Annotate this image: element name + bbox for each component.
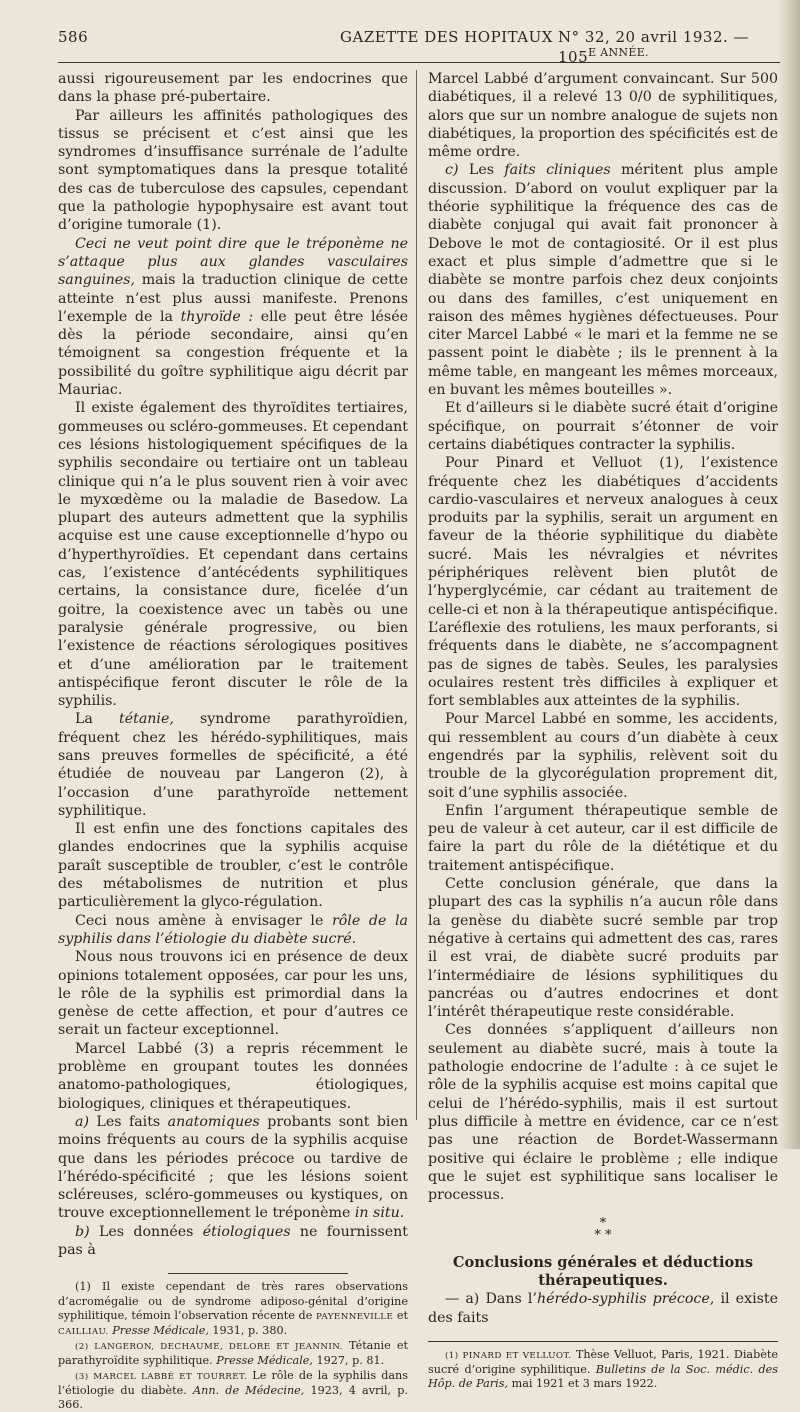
paragraph: Ces données s’appliquent d’ailleurs non seulement au diabète sucré, mais à toute la pathologie endocrine de l’adulte : à ce sujet le rôle de la syphilis acquise est moins capital que celui de l’hérédo-syphilis, mais il est surtout plus difficile à mettre en évidence, car ce n’est pas une réaction de Bordet-Wassermann positive qui éclaire le problème ; elle indique que le sujet est syphilitique sans localiser le processus. — [428, 1022, 778, 1204]
italic-text: anatomiques — [167, 1113, 260, 1130]
paragraph: Il est enfin une des fonctions capitales des glandes endocrines que la syphilis acquise paraît susceptible de troubler, c’est le contrôle des métabolismes de nutrition et plus particulièrement la glyco-régulation. — [58, 821, 408, 911]
text-run: méritent plus ample discussion. D’abord on voulut expliquer par la théorie syphilitique la fréquence des cas de diabète conjugal qui avait fait prononcer à Debove le mot de contagiosité. Or il est plus exact et plus simple d’admettre que si le diabète se montre parfois chez deux conjoints ou dans des familles, c’est uniquement en raison des mêmes hygiènes défectueuses. Pour citer Marcel Labbé « le mari et la femme ne se passent point le diabète ; ils le prennent à la même table, en mangeant les mêmes morceaux, en buvant les mêmes bouteilles ». — [428, 162, 778, 399]
paragraph: Marcel Labbé (3) a repris récemment le problème en groupant toutes les données anatomo-pathologiques, étiologiques, biologiques, cliniques et thérapeutiques. — [58, 1040, 408, 1112]
right-column — [428, 70, 778, 1392]
list-marker: c) — [445, 162, 459, 179]
text-run: probants sont bien moins fréquents au cours de la syphilis acquise que dans les périodes précoce ou tardive de l’hérédo-spécificité ; que les lésions soient scléreuses, scléro-gommeuses ou kystiques, on trouve exceptionnellement le tréponème — [58, 1113, 408, 1222]
text-run: syndrome parathyroïdien, fréquent chez les hérédo-syphilitiques, mais sans preuves formelles de spécificité, a été étudiée de nouveau par Langeron (2), à l’occasion d’une parathyroïde nettement syphilitique. — [58, 711, 409, 819]
text-run: et — [393, 1308, 408, 1322]
italic-text: étiologiques — [202, 1223, 291, 1240]
paragraph — [58, 710, 408, 820]
text-run: (1) Il existe cependant de très rares observations d’acromégalie ou de syndrome adiposo-génital d’origine syphilitique, témoin l’observation récente de — [58, 1280, 408, 1322]
text-run: mais la traduction clinique de cette atteinte n’est plus aussi manifeste. Prenons l’exemple de la — [58, 272, 408, 325]
italic-text: thyroïde : — [180, 308, 254, 325]
list-marker: b) — [75, 1223, 90, 1240]
footnote — [58, 1280, 408, 1339]
paragraph: Par ailleurs les affinités pathologiques des tissus se précisent et c’est ainsi que les syndromes d’insuffisance surrénale de l’adulte sont symptomatiques dans la presque totalité des cas de tuberculose des capsules, cependant que la pathologie hypophysaire est avant tout d’origine tumorale (1). — [58, 107, 408, 234]
author-name: (1) PINARD ET VELLUOT. — [445, 1351, 572, 1361]
footnote — [58, 1369, 408, 1412]
paragraph: Cette conclusion générale, que dans la plupart des cas la syphilis n’a aucun rôle dans la genèse du diabète sucré semble par trop négative à certains qui admettent des cas, rares il est vrai, de diabète sucré produits par l’intermédiaire de lésions syphilitiques du pancréas ou d’autres endocrines et dont l’intérêt thérapeutique reste considérable. — [428, 876, 778, 1021]
issue-date: N° 32, 20 avril 1932. — 105 — [558, 28, 750, 66]
page-number: 586 — [58, 28, 89, 46]
paragraph — [428, 161, 778, 399]
italic-text: rôle de la syphilis dans l’étiologie du diabète sucré. — [58, 912, 408, 947]
paragraph: Marcel Labbé d’argument convaincant. Sur 500 diabétiques, il a relevé 13 0/0 de syphilitiques, alors que sur un nombre analogue de sujets non diabétiques, la proportion des spécificités est de même ordre. — [428, 71, 778, 161]
footnote-rule — [168, 1273, 348, 1274]
text-run: — a) Dans l’ — [445, 1291, 537, 1308]
italic-text: Ceci ne veut point dire que le tréponème ne s’attaque plus aux glandes vasculaires sanguines, — [58, 235, 408, 289]
text-run: Ceci nous amène à envisager le — [75, 912, 332, 929]
asterism-top: * — [599, 1216, 607, 1232]
issue-info — [558, 28, 778, 66]
author-name: CAILLIAU. — [58, 1326, 109, 1337]
text-run: Les — [458, 162, 505, 179]
text-run: La — [75, 711, 120, 728]
footnote — [58, 1339, 408, 1368]
paragraph — [58, 1223, 408, 1260]
text-run: Les faits — [89, 1113, 168, 1130]
list-marker: a) — [75, 1113, 89, 1130]
author-name: PAYENNEVILLE — [315, 1311, 394, 1322]
italic-text: tétanie, — [119, 711, 174, 728]
text-run: Le rôle de la syphilis dans l’étiologie du diabète. — [58, 1368, 408, 1397]
text-run: mai 1921 et 3 mars 1922. — [508, 1377, 658, 1391]
author-name: (3) MARCEL LABBÉ ET TOURRET. — [75, 1371, 248, 1382]
section-heading: Conclusions générales et déductions thérapeutiques. — [452, 1254, 754, 1290]
footnote — [428, 1348, 778, 1392]
author-name: (2) LANGERON, DECHAUME, DELORE ET JEANNIN. — [75, 1342, 343, 1353]
journal-name: Ann. de Médecine, — [193, 1383, 305, 1397]
left-column — [58, 70, 408, 1412]
paragraph: Il existe également des thyroïdites tertiaires, gommeuses ou scléro-gommeuses. Et cependant ces lésions histologiquement spécifiques de la syphilis secondaire ou tertiaire ont un tableau clinique qui n’a le plus souvent rien à voir avec le myxœdème ou la maladie de Basedow. La plupart des auteurs admettent que la syphilis acquise est une cause exceptionnelle d’hypo ou d’hyperthyroïdies. Et cependant dans certains cas, l’existence d’antécédents syphilitiques certains, la consistance dure, ficelée d’un goitre, la coexistence avec un tabès ou une paralysie générale progressive, ou bien l’existence de réactions sérologiques positives et d’une amélioration par le traitement antispécifique feront discuter le rôle de la syphilis. — [58, 400, 408, 710]
footnote-rule — [428, 1341, 778, 1342]
paragraph: Pour Pinard et Velluot (1), l’existence fréquente chez les diabétiques d’accidents cardio-vasculaires et nerveux analogues à ceux produits par la syphilis, serait un argument en faveur de la théorie syphilitique du diabète sucré. Mais les névralgies et névrites périphériques relèvent bien plutôt de l’hyperglycémie, car cédant au traitement de celle-ci et non à la thérapeutique antispécifique. L’aréflexie des rotuliens, les maux perforants, si fréquents dans le diabète, ne s’accompagnent pas de signes de tabès. Seules, les paralysies oculaires restent très difficiles à expliquer et fort semblables aux atteintes de la syphilis. — [428, 455, 778, 710]
journal-title: GAZETTE DES HOPITAUX — [340, 28, 553, 46]
italic-text: faits cliniques — [504, 162, 611, 179]
text-run: il existe des faits — [428, 1291, 778, 1326]
journal-name: Bulletins de la Soc. médic. des Hôp. de Paris, — [428, 1363, 778, 1391]
text-run: 1927, p. 81. — [312, 1354, 385, 1368]
paragraph — [58, 235, 408, 400]
text-run: Thèse Velluot, Paris, 1921. Diabète sucré d’origine syphilitique. — [428, 1348, 778, 1377]
paragraph — [58, 1113, 408, 1223]
journal-name: Presse Médicale, — [108, 1323, 209, 1337]
text-run: Tétanie et parathyroïdite syphilitique. — [58, 1339, 408, 1368]
paragraph: Enfin l’argument thérapeutique semble de peu de valeur à cet auteur, car il est difficile de faire la part du rôle de la diététique et du traitement antispécifique. — [428, 802, 778, 874]
text-run: ne fournissent pas à — [58, 1223, 408, 1258]
page-edge-shadow — [778, 0, 800, 1149]
paragraph: Pour Marcel Labbé en somme, les accidents, qui ressemblent au cours d’un diabète à ceux engendrés par la syphilis, relèvent soit du trouble de la glycorégulation proprement dit, soit d’une syphilis associée. — [428, 711, 778, 801]
text-run: Les données — [89, 1223, 203, 1240]
page-header — [58, 28, 778, 66]
text-run: elle peut être lésée dès la période secondaire, ainsi qu’en témoignent sa congestion fréquente et la possibilité du goître syphilitique aigu décrit par Mauriac. — [58, 308, 408, 399]
header-rule — [58, 62, 780, 63]
journal-name: Presse Médicale, — [216, 1354, 313, 1368]
text-run: 1923, 4 avril, p. 366. — [58, 1383, 409, 1411]
paragraph — [428, 1290, 778, 1327]
italic-text: hérédo-syphilis précoce, — [536, 1291, 715, 1308]
asterism-bottom: * * — [594, 1228, 612, 1244]
paragraph — [58, 912, 408, 949]
section-asterism — [428, 1218, 778, 1242]
paragraph: Nous nous trouvons ici en présence de deux opinions totalement opposées, car pour les uns, le rôle de la syphilis est primordial dans la genèse de cette affection, et pour d’autres ce serait un facteur exceptionnel. — [58, 949, 408, 1039]
column-divider — [416, 70, 417, 1120]
paragraph: Et d’ailleurs si le diabète sucré était d’origine spécifique, on pourrait s’étonner de voir certains diabétiques contracter la syphilis. — [428, 400, 778, 453]
italic-text: in situ. — [354, 1205, 405, 1222]
issue-year-suffix: E ANNÉE. — [588, 46, 649, 59]
paragraph: aussi rigoureusement par les endocrines que dans la phase pré-pubertaire. — [58, 71, 408, 106]
text-run: 1931, p. 380. — [208, 1323, 288, 1337]
